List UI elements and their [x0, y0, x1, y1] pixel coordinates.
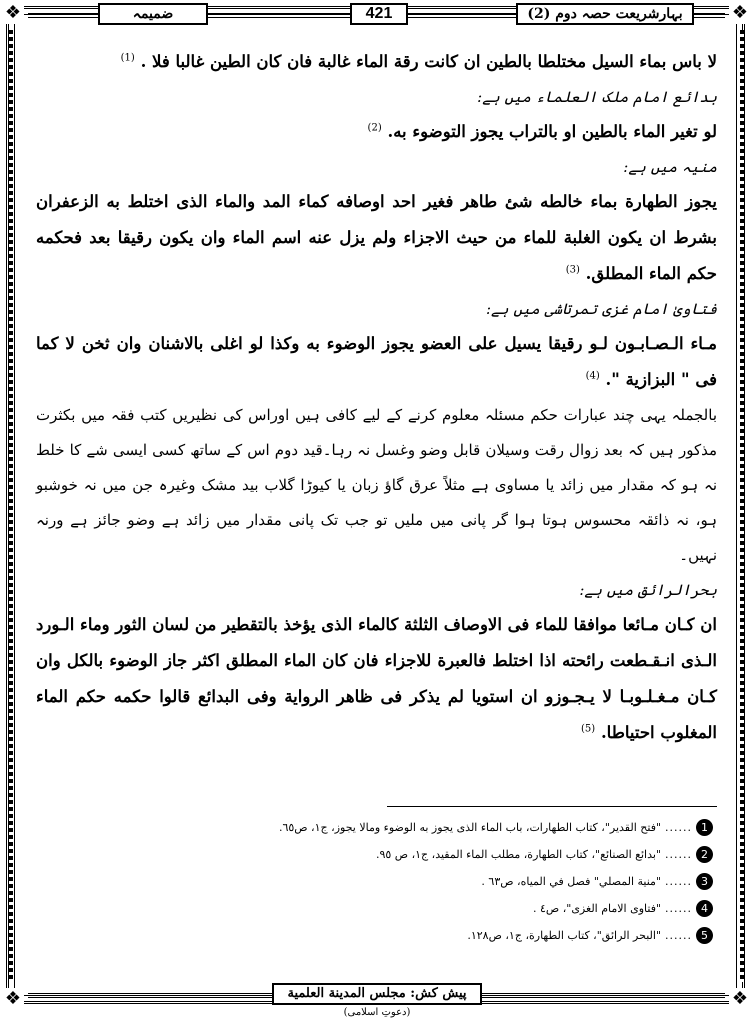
corner-ornament-icon: ❖	[2, 988, 24, 1010]
footnote-number-badge: 3	[696, 873, 713, 890]
source-label: بدائع امام ملک العلماء میں ہے:	[477, 88, 717, 106]
footnote-number-badge: 5	[696, 927, 713, 944]
footnote-leader: ......	[665, 929, 692, 942]
footnote-number-badge: 2	[696, 846, 713, 863]
corner-ornament-icon: ❖	[729, 988, 751, 1010]
publisher-org: (دعوتِ اسلامی)	[343, 1007, 411, 1018]
footnote-leader: ......	[665, 875, 692, 888]
arabic-quote: ان كـان مـائعا موافقا للماء فى الاوصاف الثلثة كالماء الذى يؤخذ بالتقطير من لسان الثور وماء الـورد الـذى انـقـطعت رائحته اذا اختلط فالعبرة للاجزاء فان كان الماء المطلق اكثر جاز الوضوء بالكل وان كـان مـغـلـوبـا لا يـجـوزو ان استويا لم يذكر فى ظاهر الرواية وفى البدائع قالوا حكمه حكم الماء المغلوب احتياطا. $^{(5)}$	[36, 615, 717, 742]
footnotes	[153, 814, 713, 949]
footnote-text: "فتاوى الامام الغزى"، ص٤ .	[533, 902, 662, 915]
footnote-text: "فتح القدير"، كتاب الطهارات، باب الماء الذى يجوز به الوضوء ومالا يجوز، ج١، ص٦٥.	[278, 821, 662, 834]
footnote-separator	[387, 806, 717, 807]
footer-rule	[482, 993, 725, 998]
header-rule	[208, 13, 350, 18]
footer-rule	[28, 993, 272, 998]
section-title: ضمیمہ	[98, 3, 208, 25]
book-title: بہارشریعت حصہ دوم (2)	[516, 3, 694, 25]
footnote-item	[153, 814, 713, 841]
page-footer	[28, 982, 725, 1018]
page-number: 421	[350, 3, 408, 25]
footnote-ref: (1)	[120, 52, 135, 64]
border-ornament-right	[740, 30, 744, 982]
publisher-prefix: پیش کش:	[410, 986, 467, 1001]
arabic-quote: يجوز الطهارة بماء خالطه شئ طاهر فغير احد اوصافه كماء المد والماء الذى اختلط به الزعفران بشرط ان يكون الغلبة للماء من حيث الاجزاء ولم يزل عنه اسم الماء وان يكون رقيقا بعد فحكمه حكم الماء المطلق. $^{(3)}$	[36, 192, 717, 283]
footnote-text: "البحر الرائق"، كتاب الطهارة، ج١، ص١٢٨.	[467, 929, 662, 942]
publisher-credit	[272, 983, 482, 1018]
header-rule	[694, 13, 725, 18]
source-label: منیہ میں ہے:	[623, 158, 717, 176]
footnote-number-badge: 1	[696, 819, 713, 836]
footnote-text: "بدائع الصنائع"، كتاب الطهارة، مطلب الماء المقيد، ج١، ص ٩٥.	[375, 848, 662, 861]
main-text	[36, 44, 717, 751]
footnote-item	[153, 841, 713, 868]
footnote-text: "منية المصلي" فصل في المياه، ص٦٣ .	[481, 875, 662, 888]
source-label: بحرالرائق میں ہے:	[579, 581, 717, 599]
footnote-ref: (2)	[367, 122, 382, 134]
page-header	[28, 3, 725, 27]
corner-ornament-icon: ❖	[729, 2, 751, 24]
corner-ornament-icon: ❖	[2, 2, 24, 24]
source-label: فتاویٰ امام غزی تمرتاشی میں ہے:	[485, 300, 717, 318]
footnote-ref: (4)	[585, 370, 600, 382]
footnote-leader: ......	[665, 902, 692, 915]
border-ornament-left	[9, 30, 13, 982]
header-rule	[408, 13, 516, 18]
footnote-leader: ......	[665, 848, 692, 861]
footnote-ref: (3)	[565, 264, 580, 276]
arabic-quote: مـاء الـصـابـون لـو رقيقا يسيل على العضو يجوز الوضوء به وكذا لو اغلى بالاشنان وان ثخن لا كما فى " البزازية ". $^{(4)}$	[36, 334, 717, 389]
footnote-ref: (5)	[581, 723, 596, 735]
footnote-number-badge: 4	[696, 900, 713, 917]
urdu-paragraph: بالجملہ یہی چند عبارات حکم مسئلہ معلوم کرنے کے لیے کافی ہیں اوراس کی نظیریں کتب فقہ میں بکثرت مذکور ہیں کہ بعد زوال رقت وسیلان قابل وضو وغسل نہ رہا۔قید دوم اس کے ساتھ کسی ایسی شے کا خلط نہ ہو کہ مقدار میں زائد یا مساوی ہے مثلاً عرق گاؤ زبان یا کیوڑا گلاب بید مشک وغیرہ جن میں نہ خوشبو ہو، نہ ذائقہ محسوس ہوتا ہوا گر پانی میں ملیں تو جب تک پانی مقدار میں زائد ہے وضو جائز ہے ورنہ نہیں۔	[36, 406, 717, 564]
publisher-name: مجلس المدينة العلمية	[287, 986, 406, 1001]
footnote-item	[153, 868, 713, 895]
footnote-leader: ......	[665, 821, 692, 834]
header-rule	[28, 13, 98, 18]
arabic-quote: لو تغير الماء بالطين او بالتراب يجوز التوضوء به. $^{(2)}$	[367, 122, 717, 141]
arabic-quote: لا باس بماء السيل مختلطا بالطين ان كانت رقة الماء غالبة فان كان الطين غالبا فلا . $^{(1)}$	[120, 52, 717, 71]
footnote-item	[153, 895, 713, 922]
footnote-item	[153, 922, 713, 949]
